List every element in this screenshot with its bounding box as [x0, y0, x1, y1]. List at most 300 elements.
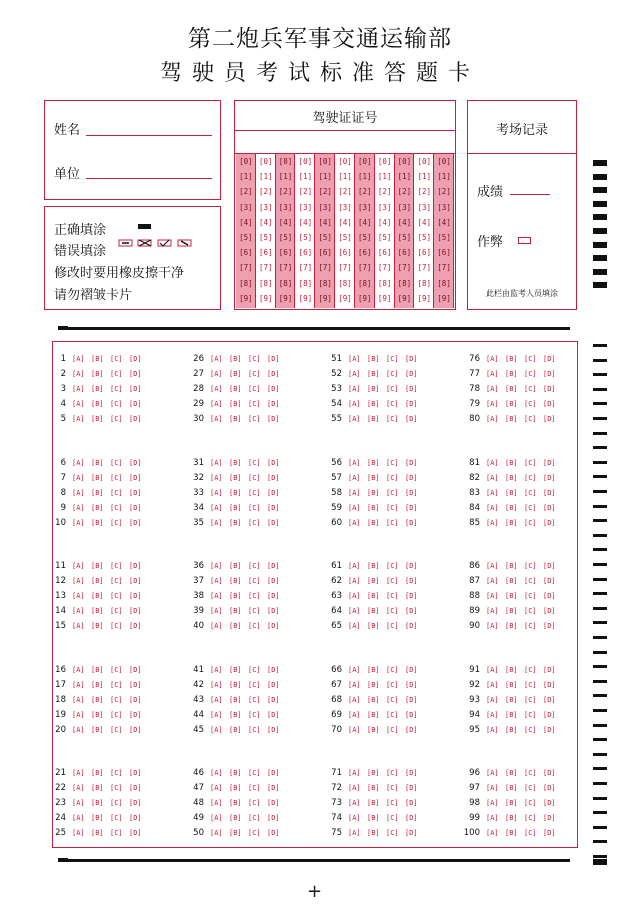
- answer-option-bubble[interactable]: [C]: [248, 489, 261, 497]
- answer-option-bubble[interactable]: [C]: [524, 562, 537, 570]
- answer-option-bubble[interactable]: [B]: [367, 459, 380, 467]
- answer-option-bubble[interactable]: [B]: [91, 577, 104, 585]
- answer-option-bubble[interactable]: [B]: [91, 489, 104, 497]
- answer-option-bubble[interactable]: [B]: [367, 489, 380, 497]
- answer-option-bubble[interactable]: [C]: [248, 474, 261, 482]
- license-digit-bubble[interactable]: [1]: [258, 172, 273, 182]
- answer-option-bubble[interactable]: [A]: [486, 415, 499, 423]
- answer-option-bubble[interactable]: [D]: [543, 666, 556, 674]
- answer-option-bubble[interactable]: [C]: [110, 415, 123, 423]
- answer-option-bubble[interactable]: [B]: [505, 519, 518, 527]
- answer-option-bubble[interactable]: [C]: [110, 474, 123, 482]
- answer-option-bubble[interactable]: [D]: [129, 459, 142, 467]
- answer-option-bubble[interactable]: [D]: [129, 784, 142, 792]
- answer-option-bubble[interactable]: [A]: [486, 829, 499, 837]
- answer-option-bubble[interactable]: [B]: [367, 355, 380, 363]
- license-digit-bubble[interactable]: [3]: [318, 202, 332, 212]
- answer-option-bubble[interactable]: [A]: [210, 489, 223, 497]
- license-digit-bubble[interactable]: [8]: [298, 278, 313, 288]
- answer-option-bubble[interactable]: [C]: [248, 814, 261, 822]
- license-digit-bubble[interactable]: [9]: [377, 293, 392, 303]
- answer-option-bubble[interactable]: [A]: [348, 726, 361, 734]
- answer-option-bubble[interactable]: [A]: [486, 607, 499, 615]
- license-digit-bubble[interactable]: [2]: [397, 187, 412, 197]
- answer-option-bubble[interactable]: [B]: [91, 799, 104, 807]
- answer-option-bubble[interactable]: [B]: [367, 415, 380, 423]
- answer-option-bubble[interactable]: [C]: [110, 519, 123, 527]
- answer-option-bubble[interactable]: [C]: [248, 769, 261, 777]
- answer-option-bubble[interactable]: [D]: [405, 784, 418, 792]
- answer-option-bubble[interactable]: [D]: [267, 355, 280, 363]
- answer-option-bubble[interactable]: [D]: [543, 622, 556, 630]
- answer-option-bubble[interactable]: [C]: [386, 622, 399, 630]
- answer-option-bubble[interactable]: [B]: [91, 829, 104, 837]
- answer-option-bubble[interactable]: [A]: [348, 459, 361, 467]
- answer-option-bubble[interactable]: [D]: [267, 666, 280, 674]
- license-write-row[interactable]: [234, 130, 456, 154]
- answer-option-bubble[interactable]: [A]: [72, 769, 85, 777]
- answer-option-bubble[interactable]: [C]: [248, 622, 261, 630]
- answer-option-bubble[interactable]: [C]: [524, 415, 537, 423]
- license-digit-bubble[interactable]: [6]: [258, 248, 273, 258]
- answer-option-bubble[interactable]: [C]: [524, 474, 537, 482]
- answer-option-bubble[interactable]: [B]: [505, 666, 518, 674]
- answer-option-bubble[interactable]: [D]: [543, 829, 556, 837]
- license-digit-bubble[interactable]: [1]: [417, 172, 432, 182]
- answer-option-bubble[interactable]: [D]: [129, 592, 142, 600]
- answer-option-bubble[interactable]: [D]: [543, 681, 556, 689]
- answer-option-bubble[interactable]: [A]: [210, 370, 223, 378]
- answer-option-bubble[interactable]: [A]: [72, 592, 85, 600]
- answer-option-bubble[interactable]: [D]: [129, 577, 142, 585]
- answer-option-bubble[interactable]: [C]: [524, 696, 537, 704]
- answer-option-bubble[interactable]: [A]: [210, 799, 223, 807]
- answer-option-bubble[interactable]: [A]: [72, 370, 85, 378]
- answer-option-bubble[interactable]: [C]: [524, 504, 537, 512]
- license-digit-bubble[interactable]: [8]: [397, 278, 412, 288]
- answer-option-bubble[interactable]: [A]: [486, 385, 499, 393]
- unit-field[interactable]: [86, 178, 212, 179]
- answer-option-bubble[interactable]: [A]: [348, 799, 361, 807]
- answer-option-bubble[interactable]: [C]: [110, 726, 123, 734]
- answer-option-bubble[interactable]: [A]: [348, 696, 361, 704]
- answer-option-bubble[interactable]: [B]: [505, 562, 518, 570]
- answer-option-bubble[interactable]: [C]: [248, 519, 261, 527]
- answer-option-bubble[interactable]: [A]: [348, 370, 361, 378]
- answer-option-bubble[interactable]: [A]: [486, 370, 499, 378]
- license-digit-bubble[interactable]: [1]: [377, 172, 392, 182]
- answer-option-bubble[interactable]: [D]: [405, 829, 418, 837]
- license-digit-bubble[interactable]: [1]: [278, 172, 293, 182]
- answer-option-bubble[interactable]: [B]: [91, 400, 104, 408]
- answer-option-bubble[interactable]: [D]: [543, 370, 556, 378]
- license-digit-bubble[interactable]: [9]: [437, 293, 451, 303]
- license-digit-bubble[interactable]: [4]: [377, 217, 392, 227]
- answer-option-bubble[interactable]: [B]: [91, 355, 104, 363]
- license-digit-bubble[interactable]: [2]: [417, 187, 432, 197]
- license-digit-bubble[interactable]: [0]: [417, 157, 432, 166]
- license-digit-bubble[interactable]: [1]: [358, 172, 372, 182]
- answer-option-bubble[interactable]: [A]: [486, 562, 499, 570]
- answer-option-bubble[interactable]: [B]: [367, 784, 380, 792]
- answer-option-bubble[interactable]: [B]: [229, 370, 242, 378]
- license-digit-bubble[interactable]: [2]: [318, 187, 332, 197]
- answer-option-bubble[interactable]: [C]: [386, 415, 399, 423]
- answer-option-bubble[interactable]: [D]: [129, 696, 142, 704]
- license-digit-bubble[interactable]: [5]: [258, 233, 273, 242]
- license-digit-bubble[interactable]: [3]: [258, 202, 273, 212]
- answer-option-bubble[interactable]: [D]: [267, 519, 280, 527]
- answer-option-bubble[interactable]: [A]: [348, 769, 361, 777]
- answer-option-bubble[interactable]: [B]: [367, 726, 380, 734]
- answer-option-bubble[interactable]: [D]: [267, 799, 280, 807]
- answer-option-bubble[interactable]: [A]: [72, 504, 85, 512]
- answer-option-bubble[interactable]: [B]: [91, 474, 104, 482]
- answer-option-bubble[interactable]: [C]: [386, 769, 399, 777]
- answer-option-bubble[interactable]: [A]: [348, 519, 361, 527]
- answer-option-bubble[interactable]: [D]: [129, 400, 142, 408]
- answer-option-bubble[interactable]: [B]: [229, 489, 242, 497]
- answer-option-bubble[interactable]: [C]: [524, 711, 537, 719]
- answer-option-bubble[interactable]: [D]: [129, 489, 142, 497]
- answer-option-bubble[interactable]: [C]: [524, 681, 537, 689]
- answer-option-bubble[interactable]: [C]: [110, 622, 123, 630]
- answer-option-bubble[interactable]: [D]: [405, 814, 418, 822]
- answer-option-bubble[interactable]: [A]: [486, 489, 499, 497]
- name-field[interactable]: [86, 135, 212, 136]
- license-digit-bubble[interactable]: [2]: [278, 187, 293, 197]
- answer-option-bubble[interactable]: [D]: [543, 814, 556, 822]
- answer-option-bubble[interactable]: [D]: [129, 814, 142, 822]
- answer-option-bubble[interactable]: [B]: [91, 385, 104, 393]
- answer-option-bubble[interactable]: [C]: [110, 577, 123, 585]
- answer-option-bubble[interactable]: [B]: [505, 489, 518, 497]
- license-digit-bubble[interactable]: [3]: [298, 202, 313, 212]
- answer-option-bubble[interactable]: [C]: [524, 622, 537, 630]
- answer-option-bubble[interactable]: [D]: [267, 696, 280, 704]
- answer-option-bubble[interactable]: [D]: [267, 681, 280, 689]
- answer-option-bubble[interactable]: [B]: [505, 814, 518, 822]
- license-digit-bubble[interactable]: [0]: [397, 157, 412, 166]
- answer-option-bubble[interactable]: [B]: [505, 577, 518, 585]
- answer-option-bubble[interactable]: [D]: [543, 799, 556, 807]
- answer-option-bubble[interactable]: [A]: [348, 489, 361, 497]
- license-digit-bubble[interactable]: [7]: [397, 263, 412, 273]
- answer-option-bubble[interactable]: [B]: [367, 577, 380, 585]
- answer-option-bubble[interactable]: [C]: [524, 385, 537, 393]
- answer-option-bubble[interactable]: [A]: [348, 385, 361, 393]
- answer-option-bubble[interactable]: [B]: [229, 459, 242, 467]
- answer-option-bubble[interactable]: [B]: [229, 562, 242, 570]
- license-digit-bubble[interactable]: [8]: [258, 278, 273, 288]
- answer-option-bubble[interactable]: [D]: [543, 355, 556, 363]
- answer-option-bubble[interactable]: [C]: [248, 666, 261, 674]
- answer-option-bubble[interactable]: [B]: [367, 681, 380, 689]
- answer-option-bubble[interactable]: [D]: [267, 415, 280, 423]
- answer-option-bubble[interactable]: [A]: [72, 562, 85, 570]
- answer-option-bubble[interactable]: [A]: [72, 355, 85, 363]
- answer-option-bubble[interactable]: [D]: [543, 769, 556, 777]
- answer-option-bubble[interactable]: [D]: [543, 474, 556, 482]
- answer-option-bubble[interactable]: [B]: [229, 400, 242, 408]
- answer-option-bubble[interactable]: [B]: [505, 504, 518, 512]
- answer-option-bubble[interactable]: [B]: [91, 726, 104, 734]
- license-digit-bubble[interactable]: [4]: [417, 217, 432, 227]
- answer-option-bubble[interactable]: [D]: [267, 385, 280, 393]
- answer-option-bubble[interactable]: [C]: [110, 504, 123, 512]
- license-digit-bubble[interactable]: [6]: [358, 248, 372, 258]
- license-digit-bubble[interactable]: [6]: [397, 248, 412, 258]
- answer-option-bubble[interactable]: [C]: [386, 726, 399, 734]
- answer-option-bubble[interactable]: [A]: [348, 474, 361, 482]
- answer-option-bubble[interactable]: [B]: [367, 829, 380, 837]
- license-digit-bubble[interactable]: [1]: [397, 172, 412, 182]
- answer-option-bubble[interactable]: [D]: [405, 666, 418, 674]
- answer-option-bubble[interactable]: [A]: [348, 622, 361, 630]
- answer-option-bubble[interactable]: [A]: [210, 592, 223, 600]
- answer-option-bubble[interactable]: [D]: [405, 607, 418, 615]
- answer-option-bubble[interactable]: [A]: [210, 415, 223, 423]
- answer-option-bubble[interactable]: [B]: [91, 562, 104, 570]
- answer-option-bubble[interactable]: [A]: [210, 666, 223, 674]
- answer-option-bubble[interactable]: [A]: [348, 415, 361, 423]
- answer-option-bubble[interactable]: [A]: [348, 355, 361, 363]
- answer-option-bubble[interactable]: [C]: [524, 607, 537, 615]
- answer-option-bubble[interactable]: [D]: [129, 726, 142, 734]
- answer-option-bubble[interactable]: [C]: [248, 799, 261, 807]
- answer-option-bubble[interactable]: [B]: [229, 607, 242, 615]
- license-digit-bubble[interactable]: [7]: [437, 263, 451, 273]
- license-digit-bubble[interactable]: [7]: [258, 263, 273, 273]
- answer-option-bubble[interactable]: [A]: [486, 400, 499, 408]
- license-digit-bubble[interactable]: [8]: [278, 278, 293, 288]
- answer-option-bubble[interactable]: [A]: [72, 385, 85, 393]
- answer-option-bubble[interactable]: [A]: [486, 474, 499, 482]
- answer-option-bubble[interactable]: [C]: [248, 355, 261, 363]
- answer-option-bubble[interactable]: [A]: [348, 562, 361, 570]
- license-digit-bubble[interactable]: [9]: [258, 293, 273, 303]
- license-digit-bubble[interactable]: [6]: [239, 248, 253, 258]
- license-digit-bubble[interactable]: [5]: [397, 233, 412, 242]
- answer-option-bubble[interactable]: [B]: [367, 696, 380, 704]
- answer-option-bubble[interactable]: [B]: [505, 385, 518, 393]
- license-digit-bubble[interactable]: [9]: [338, 293, 352, 303]
- answer-option-bubble[interactable]: [B]: [91, 622, 104, 630]
- answer-option-bubble[interactable]: [A]: [72, 519, 85, 527]
- answer-option-bubble[interactable]: [B]: [367, 666, 380, 674]
- answer-option-bubble[interactable]: [B]: [229, 519, 242, 527]
- license-digit-bubble[interactable]: [5]: [278, 233, 293, 242]
- license-digit-bubble[interactable]: [7]: [298, 263, 313, 273]
- answer-option-bubble[interactable]: [D]: [267, 814, 280, 822]
- license-digit-bubble[interactable]: [4]: [298, 217, 313, 227]
- answer-option-bubble[interactable]: [D]: [405, 355, 418, 363]
- answer-option-bubble[interactable]: [C]: [386, 400, 399, 408]
- answer-option-bubble[interactable]: [C]: [248, 577, 261, 585]
- answer-option-bubble[interactable]: [D]: [129, 370, 142, 378]
- answer-option-bubble[interactable]: [B]: [367, 519, 380, 527]
- license-digit-bubble[interactable]: [9]: [278, 293, 293, 303]
- answer-option-bubble[interactable]: [D]: [267, 592, 280, 600]
- answer-option-bubble[interactable]: [C]: [110, 562, 123, 570]
- answer-option-bubble[interactable]: [B]: [505, 415, 518, 423]
- answer-option-bubble[interactable]: [B]: [505, 355, 518, 363]
- answer-option-bubble[interactable]: [A]: [486, 696, 499, 704]
- score-field[interactable]: [510, 194, 550, 195]
- license-digit-bubble[interactable]: [9]: [397, 293, 412, 303]
- license-digit-bubble[interactable]: [0]: [437, 157, 451, 166]
- answer-option-bubble[interactable]: [C]: [386, 385, 399, 393]
- license-digit-bubble[interactable]: [5]: [318, 233, 332, 242]
- answer-option-bubble[interactable]: [C]: [386, 577, 399, 585]
- answer-option-bubble[interactable]: [C]: [524, 769, 537, 777]
- license-digit-bubble[interactable]: [9]: [239, 293, 253, 303]
- license-digit-bubble[interactable]: [3]: [397, 202, 412, 212]
- answer-option-bubble[interactable]: [B]: [367, 370, 380, 378]
- license-digit-bubble[interactable]: [4]: [318, 217, 332, 227]
- answer-option-bubble[interactable]: [C]: [248, 784, 261, 792]
- answer-option-bubble[interactable]: [B]: [505, 784, 518, 792]
- answer-option-bubble[interactable]: [A]: [486, 769, 499, 777]
- answer-option-bubble[interactable]: [C]: [386, 814, 399, 822]
- answer-option-bubble[interactable]: [A]: [210, 577, 223, 585]
- answer-option-bubble[interactable]: [D]: [267, 726, 280, 734]
- license-digit-bubble[interactable]: [0]: [239, 157, 253, 166]
- answer-option-bubble[interactable]: [D]: [405, 769, 418, 777]
- answer-option-bubble[interactable]: [A]: [486, 622, 499, 630]
- answer-option-bubble[interactable]: [D]: [405, 459, 418, 467]
- answer-option-bubble[interactable]: [D]: [267, 370, 280, 378]
- answer-option-bubble[interactable]: [C]: [386, 681, 399, 689]
- answer-option-bubble[interactable]: [B]: [229, 711, 242, 719]
- answer-option-bubble[interactable]: [D]: [405, 577, 418, 585]
- answer-option-bubble[interactable]: [A]: [72, 415, 85, 423]
- answer-option-bubble[interactable]: [D]: [405, 726, 418, 734]
- answer-option-bubble[interactable]: [A]: [72, 829, 85, 837]
- answer-option-bubble[interactable]: [C]: [110, 370, 123, 378]
- answer-option-bubble[interactable]: [A]: [72, 622, 85, 630]
- answer-option-bubble[interactable]: [C]: [524, 400, 537, 408]
- license-digit-bubble[interactable]: [6]: [417, 248, 432, 258]
- answer-option-bubble[interactable]: [D]: [543, 459, 556, 467]
- answer-option-bubble[interactable]: [C]: [110, 385, 123, 393]
- answer-option-bubble[interactable]: [A]: [72, 459, 85, 467]
- answer-option-bubble[interactable]: [C]: [524, 799, 537, 807]
- answer-option-bubble[interactable]: [D]: [129, 711, 142, 719]
- license-digit-bubble[interactable]: [3]: [377, 202, 392, 212]
- answer-option-bubble[interactable]: [D]: [543, 415, 556, 423]
- answer-option-bubble[interactable]: [D]: [405, 400, 418, 408]
- answer-option-bubble[interactable]: [C]: [386, 519, 399, 527]
- answer-option-bubble[interactable]: [D]: [405, 592, 418, 600]
- answer-option-bubble[interactable]: [B]: [505, 769, 518, 777]
- answer-option-bubble[interactable]: [D]: [267, 829, 280, 837]
- answer-option-bubble[interactable]: [D]: [405, 562, 418, 570]
- license-digit-bubble[interactable]: [8]: [338, 278, 352, 288]
- answer-option-bubble[interactable]: [C]: [110, 784, 123, 792]
- answer-option-bubble[interactable]: [C]: [386, 370, 399, 378]
- answer-option-bubble[interactable]: [C]: [386, 489, 399, 497]
- answer-option-bubble[interactable]: [B]: [91, 711, 104, 719]
- answer-option-bubble[interactable]: [B]: [91, 370, 104, 378]
- answer-option-bubble[interactable]: [A]: [486, 592, 499, 600]
- answer-option-bubble[interactable]: [C]: [524, 577, 537, 585]
- answer-option-bubble[interactable]: [C]: [248, 385, 261, 393]
- answer-option-bubble[interactable]: [D]: [405, 519, 418, 527]
- license-digit-bubble[interactable]: [7]: [278, 263, 293, 273]
- answer-option-bubble[interactable]: [A]: [210, 562, 223, 570]
- answer-option-bubble[interactable]: [C]: [110, 666, 123, 674]
- answer-option-bubble[interactable]: [C]: [524, 370, 537, 378]
- answer-option-bubble[interactable]: [A]: [486, 519, 499, 527]
- license-digit-bubble[interactable]: [5]: [377, 233, 392, 242]
- license-digit-bubble[interactable]: [7]: [239, 263, 253, 273]
- license-digit-bubble[interactable]: [2]: [437, 187, 451, 197]
- answer-option-bubble[interactable]: [C]: [524, 814, 537, 822]
- answer-option-bubble[interactable]: [B]: [229, 385, 242, 393]
- answer-option-bubble[interactable]: [D]: [129, 769, 142, 777]
- answer-option-bubble[interactable]: [B]: [505, 726, 518, 734]
- answer-option-bubble[interactable]: [C]: [524, 519, 537, 527]
- license-digit-bubble[interactable]: [9]: [417, 293, 432, 303]
- answer-option-bubble[interactable]: [B]: [229, 814, 242, 822]
- license-digit-bubble[interactable]: [2]: [239, 187, 253, 197]
- answer-option-bubble[interactable]: [C]: [110, 814, 123, 822]
- answer-option-bubble[interactable]: [A]: [486, 504, 499, 512]
- answer-option-bubble[interactable]: [A]: [348, 711, 361, 719]
- answer-option-bubble[interactable]: [B]: [367, 562, 380, 570]
- answer-option-bubble[interactable]: [C]: [248, 400, 261, 408]
- answer-option-bubble[interactable]: [D]: [405, 415, 418, 423]
- answer-option-bubble[interactable]: [D]: [267, 489, 280, 497]
- answer-option-bubble[interactable]: [B]: [229, 577, 242, 585]
- answer-option-bubble[interactable]: [C]: [248, 592, 261, 600]
- answer-option-bubble[interactable]: [A]: [348, 784, 361, 792]
- answer-option-bubble[interactable]: [C]: [386, 711, 399, 719]
- answer-option-bubble[interactable]: [A]: [486, 577, 499, 585]
- license-digit-bubble[interactable]: [8]: [318, 278, 332, 288]
- answer-option-bubble[interactable]: [C]: [248, 562, 261, 570]
- answer-option-bubble[interactable]: [A]: [486, 799, 499, 807]
- answer-option-bubble[interactable]: [C]: [524, 726, 537, 734]
- answer-option-bubble[interactable]: [D]: [267, 711, 280, 719]
- license-digit-bubble[interactable]: [9]: [318, 293, 332, 303]
- answer-option-bubble[interactable]: [D]: [267, 562, 280, 570]
- answer-option-bubble[interactable]: [D]: [405, 711, 418, 719]
- answer-option-bubble[interactable]: [D]: [405, 385, 418, 393]
- answer-option-bubble[interactable]: [B]: [91, 769, 104, 777]
- answer-option-bubble[interactable]: [C]: [386, 459, 399, 467]
- license-digit-bubble[interactable]: [6]: [338, 248, 352, 258]
- answer-option-bubble[interactable]: [C]: [524, 459, 537, 467]
- license-digit-bubble[interactable]: [6]: [377, 248, 392, 258]
- answer-option-bubble[interactable]: [B]: [367, 799, 380, 807]
- license-digit-bubble[interactable]: [3]: [239, 202, 253, 212]
- answer-option-bubble[interactable]: [B]: [505, 459, 518, 467]
- license-digit-bubble[interactable]: [7]: [338, 263, 352, 273]
- answer-option-bubble[interactable]: [A]: [348, 504, 361, 512]
- license-digit-bubble[interactable]: [0]: [358, 157, 372, 166]
- answer-option-bubble[interactable]: [D]: [267, 607, 280, 615]
- answer-option-bubble[interactable]: [B]: [367, 607, 380, 615]
- answer-option-bubble[interactable]: [B]: [505, 607, 518, 615]
- license-digit-bubble[interactable]: [0]: [258, 157, 273, 166]
- answer-option-bubble[interactable]: [D]: [405, 696, 418, 704]
- answer-option-bubble[interactable]: [B]: [505, 711, 518, 719]
- answer-option-bubble[interactable]: [B]: [367, 769, 380, 777]
- license-digit-bubble[interactable]: [7]: [417, 263, 432, 273]
- license-digit-bubble[interactable]: [4]: [358, 217, 372, 227]
